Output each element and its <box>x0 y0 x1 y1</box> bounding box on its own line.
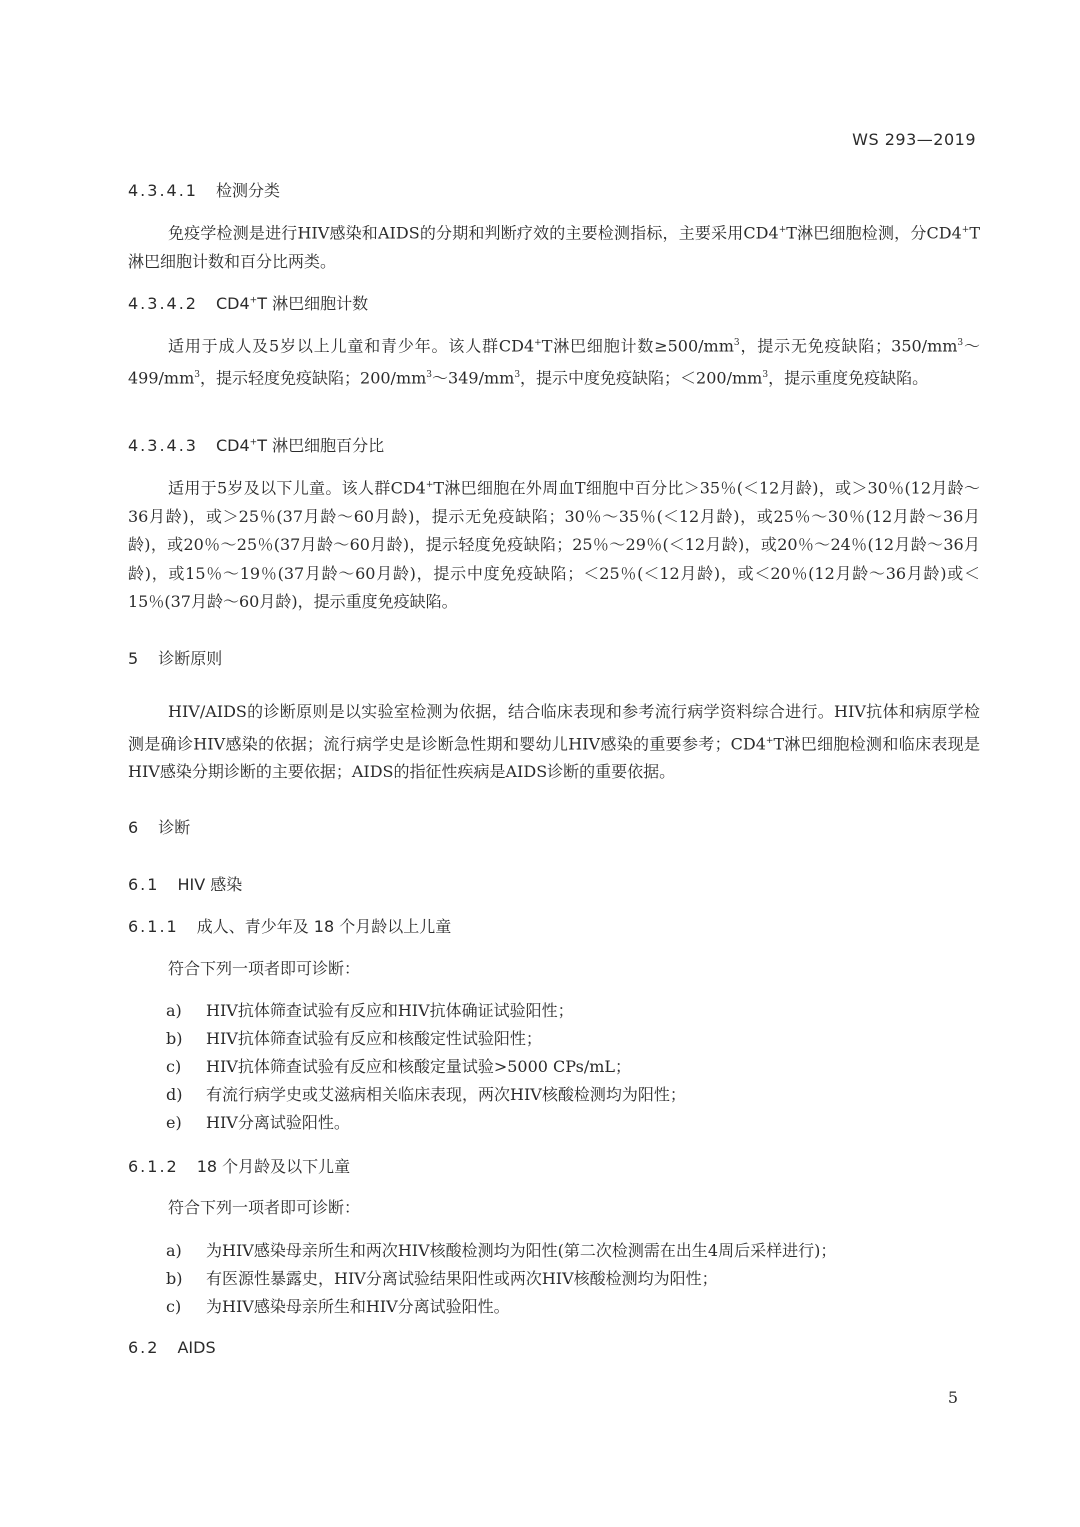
section-number: 4.3.4.3 <box>128 436 198 455</box>
section-4-3-4-1-heading <box>128 178 980 201</box>
section-4-3-4-2-heading: 4.3.4.2 CD4+T 淋巴细胞计数 <box>128 294 369 313</box>
list-item: a) 为HIV感染母亲所生和两次HIV核酸检测均为阳性(第二次检测需在出生4周后采样进行)； <box>166 1241 837 1260</box>
list-item: b) 有医源性暴露史，HIV分离试验结果阳性或两次HIV核酸检测均为阳性； <box>166 1269 718 1288</box>
section-6-1-1-heading: 6.1.1 成人、青少年及 18 个月龄以上儿童 <box>128 917 452 936</box>
section-6-1-2-intro: 符合下列一项者即可诊断： <box>168 1198 361 1217</box>
list-item: d) 有流行病学史或艾滋病相关临床表现，两次HIV核酸检测均为阳性； <box>166 1085 686 1104</box>
list-item: c) HIV抗体筛查试验有反应和核酸定量试验>5000 CPs/mL； <box>166 1057 632 1076</box>
section-number: 6.2 <box>128 1338 160 1357</box>
section-number: 4.3.4.1 <box>128 181 198 200</box>
section-number: 6 <box>128 818 141 837</box>
section-6-1-heading: 6.1 HIV 感染 <box>128 875 243 894</box>
section-6-2-heading: 6.2 AIDS <box>128 1338 216 1357</box>
section-5-heading: 5 诊断原则 <box>128 649 223 668</box>
page-number: 5 <box>947 1388 958 1407</box>
section-6-1-1-intro: 符合下列一项者即可诊断： <box>168 959 361 978</box>
standard-code: WS 293—2019 <box>852 130 976 149</box>
section-6-heading: 6 诊断 <box>128 818 191 837</box>
section-number: 6.1.1 <box>128 917 179 936</box>
section-4-3-4-3-heading: 4.3.4.3 CD4+T 淋巴细胞百分比 <box>128 436 385 455</box>
section-4-3-4-1-paragraph: 免疫学检测是进行HIV感染和AIDS的分期和判断疗效的主要检测指标，主要采用CD4+T淋巴细胞检测，分CD4+T淋巴细胞计数和百分比两类。 <box>128 223 980 271</box>
list-item: b) HIV抗体筛查试验有反应和核酸定性试验阳性； <box>166 1029 542 1048</box>
section-6-1-2-heading: 6.1.2 18 个月龄及以下儿童 <box>128 1157 351 1176</box>
list-item: c) 为HIV感染母亲所生和HIV分离试验阳性。 <box>166 1297 510 1316</box>
section-number: 6.1.2 <box>128 1157 179 1176</box>
section-number: 4.3.4.2 <box>128 294 198 313</box>
list-item: a) HIV抗体筛查试验有反应和HIV抗体确证试验阳性； <box>166 1001 574 1020</box>
list-item: e) HIV分离试验阳性。 <box>166 1113 350 1132</box>
section-5-paragraph: HIV/AIDS的诊断原则是以实验室检测为依据，结合临床表现和参考流行病学资料综合进行。HIV抗体和病原学检测是确诊HIV感染的依据；流行病学史是诊断急性期和婴幼儿HIV感染的重要参考；CD4+T淋巴细胞检测和临床表现是HIV感染分期诊断的主要依据；AIDS的指征性疾病是AIDS诊断的重要依据。 <box>128 702 980 782</box>
section-title: 检测分类 <box>215 181 280 200</box>
section-number: 6.1 <box>128 875 160 894</box>
section-4-3-4-3-paragraph: 适用于5岁及以下儿童。该人群CD4+T淋巴细胞在外周血T细胞中百分比＞35％(＜12月龄)，或＞30％(12月龄～36月龄)，或＞25％(37月龄～60月龄)，提示无免疫缺陷；30％～35％(＜12月龄)，或25％～30％(12月龄～36月龄)，或20％～25％(37月龄～60月龄)，提示轻度免疫缺陷；25％～29％(＜12月龄)，或20％～24％(12月龄～36月龄)，或15％～19％(37月龄～60月龄)，提示中度免疫缺陷；＜25％(＜12月龄)，或＜20％(12月龄～36月龄)或＜15％(37月龄～60月龄)，提示重度免疫缺陷。 <box>128 478 980 612</box>
section-number: 5 <box>128 649 141 668</box>
section-4-3-4-2-paragraph: 适用于成人及5岁以上儿童和青少年。该人群CD4+T淋巴细胞计数$\ge 500/mm^3$，提示无免疫缺陷；$350/mm^3\sim 499/mm^3$，提示轻度免疫缺陷；$200/mm^3\sim 349/mm^3$，提示中度免疫缺陷；$<200/mm^3$，提示重度免疫缺陷。 <box>128 336 980 388</box>
